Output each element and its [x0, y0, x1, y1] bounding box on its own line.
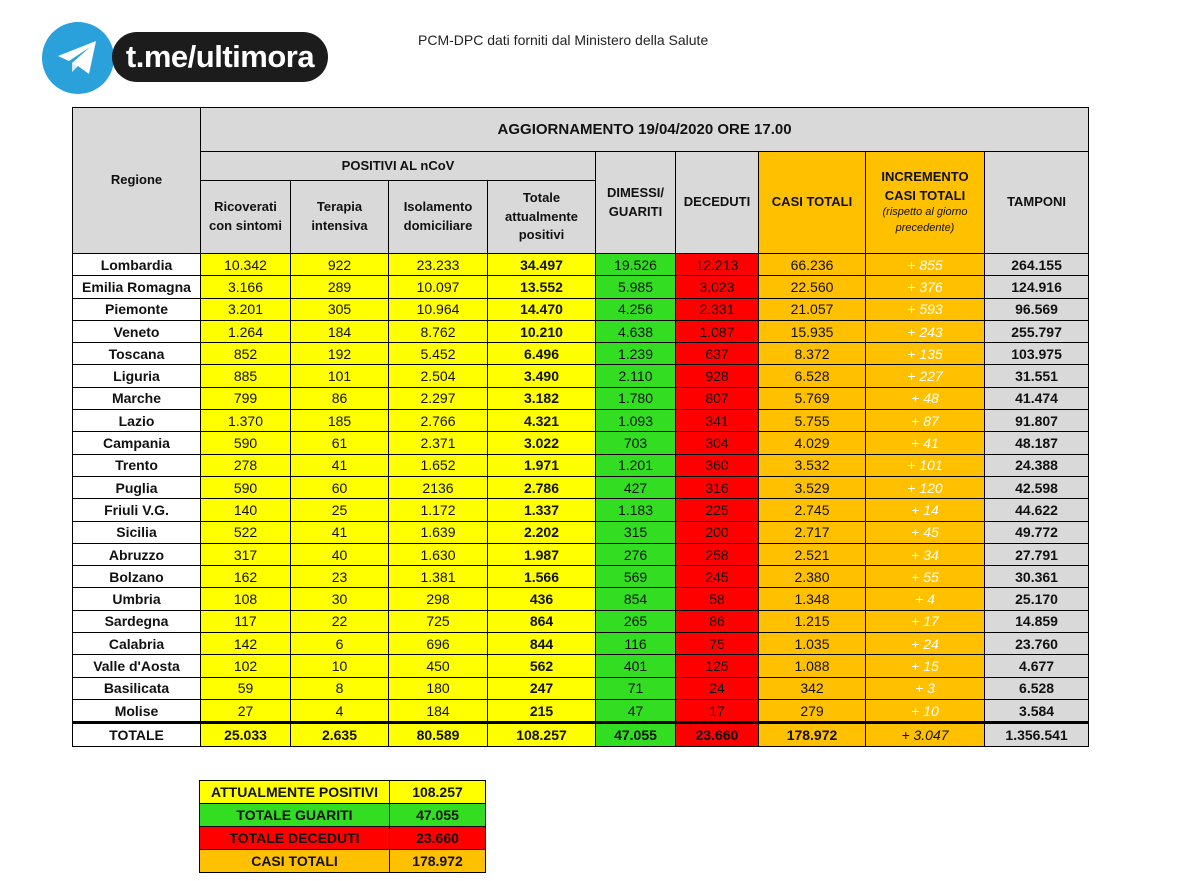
cell-terapia: 289	[291, 276, 389, 298]
table-row	[73, 610, 1089, 632]
cell-deceduti: 341	[676, 410, 759, 432]
cell-region: Basilicata	[73, 677, 201, 699]
cell-casi-totali: 1.215	[759, 610, 866, 632]
table-row	[73, 454, 1089, 476]
cell-region: Marche	[73, 387, 201, 409]
cell-dimessi: 1.183	[596, 499, 676, 521]
cell-totale-positivi: 3.182	[488, 387, 596, 409]
summary-value: 178.972	[390, 850, 486, 873]
cell-totale-positivi: 34.497	[488, 254, 596, 276]
cell-isolamento: 725	[389, 610, 488, 632]
cell-deceduti: 125	[676, 655, 759, 677]
cell-isolamento: 1.639	[389, 521, 488, 543]
cell-ricoverati: 10.342	[201, 254, 291, 276]
cell-terapia: 305	[291, 298, 389, 320]
table-row	[73, 699, 1089, 722]
cell-incremento: + 135	[866, 343, 985, 365]
summary-label: TOTALE GUARITI	[200, 804, 390, 827]
cell-casi-totali: 3.529	[759, 476, 866, 498]
table-row	[73, 566, 1089, 588]
header-deceduti: DECEDUTI	[676, 152, 759, 254]
cell-incremento: + 227	[866, 365, 985, 387]
cell-isolamento: 2.504	[389, 365, 488, 387]
cell-incremento: + 376	[866, 276, 985, 298]
table-title: AGGIORNAMENTO 19/04/2020 ORE 17.00	[201, 108, 1089, 152]
cell-region: Calabria	[73, 633, 201, 655]
cell-terapia: 922	[291, 254, 389, 276]
cell-casi-totali: 2.717	[759, 521, 866, 543]
cell-terapia: 41	[291, 521, 389, 543]
covid-region-table	[72, 107, 1089, 747]
cell-totale-positivi: 436	[488, 588, 596, 610]
cell-region: Lombardia	[73, 254, 201, 276]
cell-totale-positivi: 247	[488, 677, 596, 699]
cell-casi-totali: 1.348	[759, 588, 866, 610]
cell-casi-totali: 15.935	[759, 320, 866, 342]
cell-incremento: + 593	[866, 298, 985, 320]
cell-isolamento: 2136	[389, 476, 488, 498]
cell-tamponi: 49.772	[985, 521, 1089, 543]
cell-dimessi: 4.638	[596, 320, 676, 342]
cell-region: Abruzzo	[73, 543, 201, 565]
cell-tamponi: 23.760	[985, 633, 1089, 655]
cell-deceduti: 17	[676, 699, 759, 722]
cell-totale-positivi: 1.971	[488, 454, 596, 476]
cell-incremento: + 10	[866, 699, 985, 722]
cell-region: Valle d'Aosta	[73, 655, 201, 677]
cell-incremento: + 48	[866, 387, 985, 409]
cell-tamponi: 103.975	[985, 343, 1089, 365]
cell-region: Lazio	[73, 410, 201, 432]
header-terapia: Terapia intensiva	[291, 181, 389, 254]
cell-casi-totali: 21.057	[759, 298, 866, 320]
cell-region: Trento	[73, 454, 201, 476]
cell-terapia: 25	[291, 499, 389, 521]
cell-casi-totali: 22.560	[759, 276, 866, 298]
cell-dimessi: 569	[596, 566, 676, 588]
total-row	[73, 723, 1089, 747]
cell-terapia: 86	[291, 387, 389, 409]
cell-casi-totali: 66.236	[759, 254, 866, 276]
cell-isolamento: 450	[389, 655, 488, 677]
cell-deceduti: 225	[676, 499, 759, 521]
cell-incremento: + 3	[866, 677, 985, 699]
cell-incremento: + 14	[866, 499, 985, 521]
header-incremento-label: INCREMENTO CASI TOTALI	[881, 168, 969, 203]
cell-region: Liguria	[73, 365, 201, 387]
cell-tamponi: 31.551	[985, 365, 1089, 387]
cell-isolamento: 10.097	[389, 276, 488, 298]
header-incremento	[866, 152, 985, 254]
cell-tamponi: 27.791	[985, 543, 1089, 565]
cell-region: Umbria	[73, 588, 201, 610]
cell-incremento: + 15	[866, 655, 985, 677]
cell-deceduti: 316	[676, 476, 759, 498]
cell-incremento: + 87	[866, 410, 985, 432]
cell-incremento: + 120	[866, 476, 985, 498]
cell-region: Puglia	[73, 476, 201, 498]
cell-region: Sicilia	[73, 521, 201, 543]
cell-dimessi: 47.055	[596, 723, 676, 747]
cell-ricoverati: 852	[201, 343, 291, 365]
cell-incremento: + 55	[866, 566, 985, 588]
cell-deceduti: 75	[676, 633, 759, 655]
cell-incremento: + 3.047	[866, 723, 985, 747]
cell-isolamento: 80.589	[389, 723, 488, 747]
cell-ricoverati: 1.370	[201, 410, 291, 432]
cell-casi-totali: 2.380	[759, 566, 866, 588]
cell-dimessi: 315	[596, 521, 676, 543]
cell-totale-positivi: 10.210	[488, 320, 596, 342]
cell-deceduti: 58	[676, 588, 759, 610]
cell-terapia: 40	[291, 543, 389, 565]
cell-totale-positivi: 2.202	[488, 521, 596, 543]
table-row	[73, 655, 1089, 677]
table-row	[73, 365, 1089, 387]
summary-value: 23.660	[390, 827, 486, 850]
cell-region: Bolzano	[73, 566, 201, 588]
table-row	[73, 521, 1089, 543]
cell-region: Molise	[73, 699, 201, 722]
cell-region: Piemonte	[73, 298, 201, 320]
table-row	[73, 298, 1089, 320]
cell-isolamento: 1.172	[389, 499, 488, 521]
cell-totale-positivi: 108.257	[488, 723, 596, 747]
cell-deceduti: 23.660	[676, 723, 759, 747]
cell-region: TOTALE	[73, 723, 201, 747]
header-positivi-group: POSITIVI AL nCoV	[201, 152, 596, 181]
cell-terapia: 23	[291, 566, 389, 588]
cell-ricoverati: 59	[201, 677, 291, 699]
cell-isolamento: 5.452	[389, 343, 488, 365]
table-row	[73, 499, 1089, 521]
cell-casi-totali: 178.972	[759, 723, 866, 747]
cell-ricoverati: 27	[201, 699, 291, 722]
summary-label: CASI TOTALI	[200, 850, 390, 873]
summary-row	[200, 804, 486, 827]
header-isolamento: Isolamento domiciliare	[389, 181, 488, 254]
cell-incremento: + 101	[866, 454, 985, 476]
cell-region: Friuli V.G.	[73, 499, 201, 521]
cell-casi-totali: 279	[759, 699, 866, 722]
table-row	[73, 543, 1089, 565]
cell-tamponi: 48.187	[985, 432, 1089, 454]
table-row	[73, 633, 1089, 655]
cell-incremento: + 34	[866, 543, 985, 565]
cell-casi-totali: 2.521	[759, 543, 866, 565]
header-region: Regione	[73, 108, 201, 254]
cell-incremento: + 855	[866, 254, 985, 276]
cell-deceduti: 2.331	[676, 298, 759, 320]
cell-tamponi: 255.797	[985, 320, 1089, 342]
cell-tamponi: 14.859	[985, 610, 1089, 632]
cell-isolamento: 23.233	[389, 254, 488, 276]
cell-totale-positivi: 562	[488, 655, 596, 677]
cell-isolamento: 1.381	[389, 566, 488, 588]
cell-dimessi: 19.526	[596, 254, 676, 276]
summary-value: 47.055	[390, 804, 486, 827]
cell-tamponi: 91.807	[985, 410, 1089, 432]
cell-tamponi: 1.356.541	[985, 723, 1089, 747]
cell-isolamento: 184	[389, 699, 488, 722]
cell-ricoverati: 799	[201, 387, 291, 409]
cell-totale-positivi: 1.337	[488, 499, 596, 521]
cell-ricoverati: 102	[201, 655, 291, 677]
cell-totale-positivi: 3.490	[488, 365, 596, 387]
cell-dimessi: 276	[596, 543, 676, 565]
cell-ricoverati: 1.264	[201, 320, 291, 342]
cell-dimessi: 427	[596, 476, 676, 498]
summary-label: ATTUALMENTE POSITIVI	[200, 781, 390, 804]
cell-dimessi: 1.093	[596, 410, 676, 432]
header-dimessi: DIMESSI/ GUARITI	[596, 152, 676, 254]
cell-region: Sardegna	[73, 610, 201, 632]
cell-totale-positivi: 1.566	[488, 566, 596, 588]
cell-deceduti: 245	[676, 566, 759, 588]
cell-tamponi: 124.916	[985, 276, 1089, 298]
cell-incremento: + 41	[866, 432, 985, 454]
cell-isolamento: 2.766	[389, 410, 488, 432]
cell-tamponi: 41.474	[985, 387, 1089, 409]
table-row	[73, 343, 1089, 365]
cell-casi-totali: 1.035	[759, 633, 866, 655]
cell-ricoverati: 140	[201, 499, 291, 521]
cell-terapia: 2.635	[291, 723, 389, 747]
table-row	[73, 432, 1089, 454]
cell-terapia: 101	[291, 365, 389, 387]
cell-dimessi: 1.780	[596, 387, 676, 409]
cell-casi-totali: 5.769	[759, 387, 866, 409]
table-row	[73, 677, 1089, 699]
cell-deceduti: 12.213	[676, 254, 759, 276]
cell-incremento: + 45	[866, 521, 985, 543]
cell-casi-totali: 4.029	[759, 432, 866, 454]
cell-isolamento: 298	[389, 588, 488, 610]
cell-terapia: 61	[291, 432, 389, 454]
cell-ricoverati: 117	[201, 610, 291, 632]
channel-name: t.me/ultimora	[112, 32, 328, 82]
cell-isolamento: 2.297	[389, 387, 488, 409]
cell-totale-positivi: 2.786	[488, 476, 596, 498]
cell-dimessi: 401	[596, 655, 676, 677]
summary-row	[200, 850, 486, 873]
header-casi-totali: CASI TOTALI	[759, 152, 866, 254]
cell-dimessi: 5.985	[596, 276, 676, 298]
cell-tamponi: 264.155	[985, 254, 1089, 276]
summary-row	[200, 827, 486, 850]
cell-tamponi: 3.584	[985, 699, 1089, 722]
cell-terapia: 10	[291, 655, 389, 677]
cell-ricoverati: 522	[201, 521, 291, 543]
cell-casi-totali: 8.372	[759, 343, 866, 365]
cell-terapia: 41	[291, 454, 389, 476]
cell-dimessi: 47	[596, 699, 676, 722]
cell-incremento: + 243	[866, 320, 985, 342]
cell-deceduti: 24	[676, 677, 759, 699]
cell-isolamento: 1.630	[389, 543, 488, 565]
cell-tamponi: 25.170	[985, 588, 1089, 610]
cell-totale-positivi: 215	[488, 699, 596, 722]
cell-ricoverati: 590	[201, 476, 291, 498]
cell-dimessi: 265	[596, 610, 676, 632]
cell-casi-totali: 3.532	[759, 454, 866, 476]
cell-terapia: 60	[291, 476, 389, 498]
cell-isolamento: 10.964	[389, 298, 488, 320]
cell-ricoverati: 317	[201, 543, 291, 565]
cell-totale-positivi: 1.987	[488, 543, 596, 565]
cell-region: Emilia Romagna	[73, 276, 201, 298]
cell-totale-positivi: 844	[488, 633, 596, 655]
cell-totale-positivi: 6.496	[488, 343, 596, 365]
cell-deceduti: 3.023	[676, 276, 759, 298]
cell-tamponi: 44.622	[985, 499, 1089, 521]
header-incremento-note: (rispetto al giorno precedente)	[882, 206, 968, 235]
cell-deceduti: 360	[676, 454, 759, 476]
cell-ricoverati: 142	[201, 633, 291, 655]
cell-ricoverati: 162	[201, 566, 291, 588]
header-ricoverati: Ricoverati con sintomi	[201, 181, 291, 254]
cell-casi-totali: 2.745	[759, 499, 866, 521]
table-row	[73, 254, 1089, 276]
cell-totale-positivi: 13.552	[488, 276, 596, 298]
cell-deceduti: 637	[676, 343, 759, 365]
cell-tamponi: 96.569	[985, 298, 1089, 320]
cell-deceduti: 807	[676, 387, 759, 409]
cell-ricoverati: 25.033	[201, 723, 291, 747]
cell-tamponi: 6.528	[985, 677, 1089, 699]
cell-terapia: 8	[291, 677, 389, 699]
cell-terapia: 30	[291, 588, 389, 610]
cell-terapia: 184	[291, 320, 389, 342]
cell-region: Campania	[73, 432, 201, 454]
cell-casi-totali: 6.528	[759, 365, 866, 387]
cell-totale-positivi: 3.022	[488, 432, 596, 454]
cell-casi-totali: 1.088	[759, 655, 866, 677]
cell-terapia: 22	[291, 610, 389, 632]
cell-totale-positivi: 4.321	[488, 410, 596, 432]
cell-isolamento: 696	[389, 633, 488, 655]
table-row	[73, 588, 1089, 610]
cell-ricoverati: 278	[201, 454, 291, 476]
cell-dimessi: 1.201	[596, 454, 676, 476]
summary-value: 108.257	[390, 781, 486, 804]
header-totale-positivi: Totale attualmente positivi	[488, 181, 596, 254]
cell-tamponi: 42.598	[985, 476, 1089, 498]
cell-deceduti: 304	[676, 432, 759, 454]
cell-deceduti: 258	[676, 543, 759, 565]
cell-tamponi: 24.388	[985, 454, 1089, 476]
cell-casi-totali: 5.755	[759, 410, 866, 432]
telegram-logo	[42, 22, 114, 94]
cell-tamponi: 4.677	[985, 655, 1089, 677]
cell-dimessi: 1.239	[596, 343, 676, 365]
summary-table	[199, 780, 486, 873]
source-text: PCM-DPC dati forniti dal Ministero della Salute	[418, 32, 709, 48]
cell-incremento: + 24	[866, 633, 985, 655]
cell-dimessi: 116	[596, 633, 676, 655]
telegram-plane-icon	[56, 39, 100, 77]
cell-tamponi: 30.361	[985, 566, 1089, 588]
cell-dimessi: 71	[596, 677, 676, 699]
cell-dimessi: 854	[596, 588, 676, 610]
table-row	[73, 320, 1089, 342]
cell-deceduti: 1.087	[676, 320, 759, 342]
table-row	[73, 387, 1089, 409]
table-row	[73, 410, 1089, 432]
cell-ricoverati: 3.166	[201, 276, 291, 298]
cell-isolamento: 1.652	[389, 454, 488, 476]
table-row	[73, 476, 1089, 498]
table-row	[73, 276, 1089, 298]
cell-totale-positivi: 864	[488, 610, 596, 632]
cell-totale-positivi: 14.470	[488, 298, 596, 320]
header-tamponi: TAMPONI	[985, 152, 1089, 254]
cell-terapia: 4	[291, 699, 389, 722]
cell-terapia: 192	[291, 343, 389, 365]
cell-region: Veneto	[73, 320, 201, 342]
cell-dimessi: 703	[596, 432, 676, 454]
cell-isolamento: 180	[389, 677, 488, 699]
cell-dimessi: 4.256	[596, 298, 676, 320]
cell-isolamento: 2.371	[389, 432, 488, 454]
cell-dimessi: 2.110	[596, 365, 676, 387]
cell-terapia: 6	[291, 633, 389, 655]
cell-ricoverati: 885	[201, 365, 291, 387]
cell-isolamento: 8.762	[389, 320, 488, 342]
cell-incremento: + 4	[866, 588, 985, 610]
cell-ricoverati: 108	[201, 588, 291, 610]
cell-deceduti: 928	[676, 365, 759, 387]
cell-deceduti: 200	[676, 521, 759, 543]
cell-incremento: + 17	[866, 610, 985, 632]
cell-terapia: 185	[291, 410, 389, 432]
summary-row	[200, 781, 486, 804]
cell-region: Toscana	[73, 343, 201, 365]
cell-casi-totali: 342	[759, 677, 866, 699]
cell-deceduti: 86	[676, 610, 759, 632]
cell-ricoverati: 590	[201, 432, 291, 454]
cell-ricoverati: 3.201	[201, 298, 291, 320]
summary-label: TOTALE DECEDUTI	[200, 827, 390, 850]
